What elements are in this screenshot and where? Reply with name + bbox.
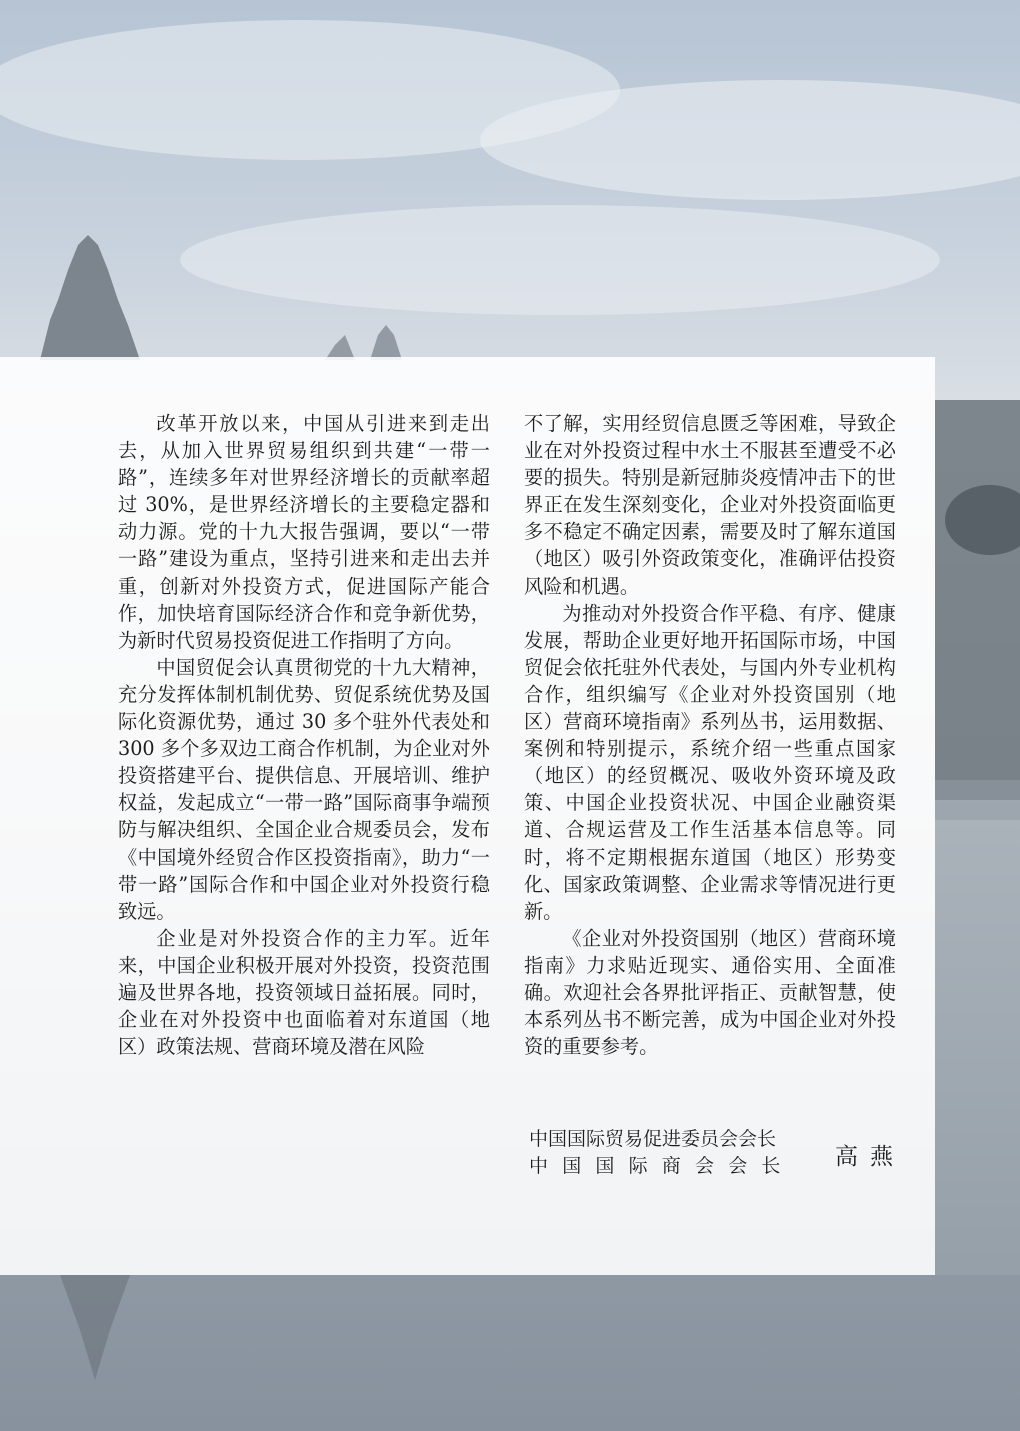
signature-title-line-2: 中国国际商会会长 — [529, 1155, 795, 1177]
paragraph-3: 企业是对外投资合作的主力军。近年来，中国企业积极开展对外投资，投资范围遍及世界各地，投资领域日益拓展。同时，企业在对外投资中也面临着对东道国（地区）政策法规、营商环境及潜在风险 — [118, 926, 490, 1059]
paragraph-3-continuation: 不了解，实用经贸信息匮乏等困难，导致企业在对外投资过程中水土不服甚至遭受不必要的损失。特别是新冠肺炎疫情冲击下的世界正在发生深刻变化，企业对外投资面临更多不稳定不确定因素，需要及时了解东道国（地区）吸引外资政策变化，准确评估投资风险和机遇。 — [524, 412, 896, 598]
foreword-right-column — [524, 410, 896, 1060]
signature-title-line-1: 中国国际贸易促进委员会会长 — [529, 1128, 777, 1150]
paragraph-1: 改革开放以来，中国从引进来到走出去，从加入世界贸易组织到共建“一带一路”，连续多年对世界经济增长的贡献率超过 30%，是世界经济增长的主要稳定器和动力源。党的十九大报告强调，要以“一带一路”建设为重点，坚持引进来和走出去并重，创新对外投资方式，促进国际产能合作，加快培育国际经济合作和竞争新优势，为新时代贸易投资促进工作指明了方向。 — [118, 412, 490, 652]
signature-name: 高燕 — [835, 1144, 905, 1170]
paragraph-5: 《企业对外投资国别（地区）营商环境指南》力求贴近现实、通俗实用、全面准确。欢迎社会各界批评指正、贡献智慧，使本系列丛书不断完善，成为中国企业对外投资的重要参考。 — [524, 926, 896, 1059]
paragraph-4: 为推动对外投资合作平稳、有序、健康发展，帮助企业更好地开拓国际市场，中国贸促会依托驻外代表处，与国内外专业机构合作，组织编写《企业对外投资国别（地区）营商环境指南》系列丛书，运用数据、案例和特别提示，系统介绍一些重点国家（地区）的经贸概况、吸收外资环境及政策、中国企业投资状况、中国企业融资渠道、合规运营及工作生活基本信息等。同时，将不定期根据东道国（地区）形势变化、国家政策调整、企业需求等情况进行更新。 — [524, 601, 896, 923]
paragraph-2: 中国贸促会认真贯彻党的十九大精神，充分发挥体制机制优势、贸促系统优势及国际化资源优势，通过 30 多个驻外代表处和 300 多个多双边工商合作机制，为企业对外投资搭建平台、提供信息、开展培训、维护权益，发起成立“一带一路”国际商事争端预防与解决组织、全国企业合规委员会，发布《中国境外经贸合作区投资指南》，助力“一带一路”国际合作和中国企业对外投资行稳致远。 — [118, 655, 490, 923]
foreword-left-column — [118, 410, 490, 1060]
signature-titles — [529, 1126, 795, 1180]
